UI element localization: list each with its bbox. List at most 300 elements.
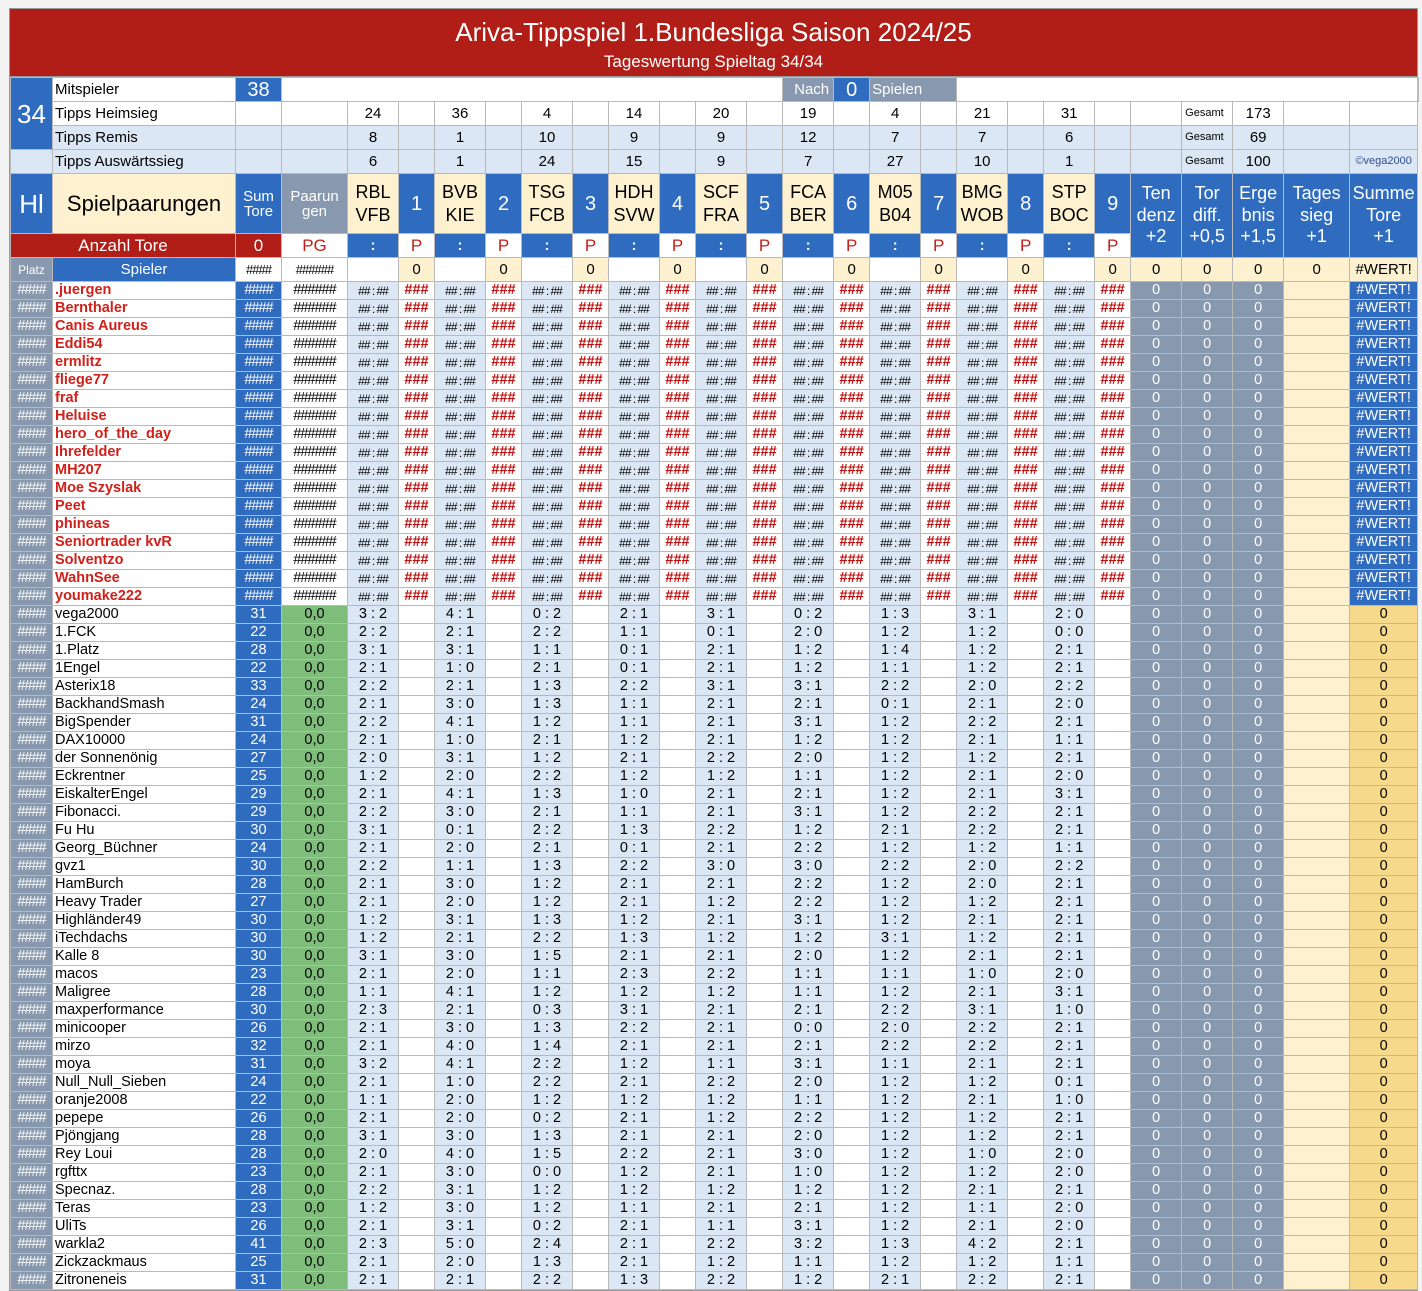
tip-cell[interactable]: 2 : 1 bbox=[609, 1254, 660, 1272]
ergebnis-cell[interactable]: 0 bbox=[1233, 1056, 1284, 1074]
sum-cell[interactable]: 22 bbox=[236, 624, 282, 642]
tip-cell[interactable]: ## : ## bbox=[1044, 300, 1095, 318]
tip-cell[interactable]: ## : ## bbox=[696, 426, 747, 444]
tendenz-cell[interactable]: 0 bbox=[1131, 1110, 1182, 1128]
match-number[interactable]: 8 bbox=[1008, 174, 1044, 234]
p-cell[interactable] bbox=[1008, 1128, 1044, 1146]
p-cell[interactable]: ### bbox=[921, 408, 957, 426]
platz-cell[interactable]: #### bbox=[11, 606, 53, 624]
tip-cell[interactable]: 2 : 1 bbox=[348, 1020, 399, 1038]
p-cell[interactable] bbox=[660, 1128, 696, 1146]
platz-cell[interactable]: #### bbox=[11, 570, 53, 588]
ergebnis-cell[interactable]: 0 bbox=[1233, 390, 1284, 408]
pg-cell[interactable]: 0,0 bbox=[282, 1218, 348, 1236]
tip-cell[interactable]: ## : ## bbox=[696, 534, 747, 552]
tipps-count[interactable]: 1 bbox=[1044, 150, 1095, 174]
player-name[interactable]: phineas bbox=[53, 516, 236, 534]
tip-cell[interactable]: ## : ## bbox=[348, 336, 399, 354]
tip-cell[interactable]: 1 : 4 bbox=[870, 642, 921, 660]
tip-cell[interactable]: 3 : 2 bbox=[348, 606, 399, 624]
tip-cell[interactable]: 2 : 1 bbox=[957, 732, 1008, 750]
p-cell[interactable]: ### bbox=[1008, 570, 1044, 588]
tagessieg-cell[interactable] bbox=[1284, 1038, 1350, 1056]
tip-cell[interactable]: 2 : 2 bbox=[696, 822, 747, 840]
tagessieg-cell[interactable] bbox=[1284, 1182, 1350, 1200]
p-cell[interactable] bbox=[660, 1020, 696, 1038]
p-cell[interactable]: ### bbox=[573, 570, 609, 588]
tip-cell[interactable]: ## : ## bbox=[783, 570, 834, 588]
p-cell[interactable] bbox=[921, 1218, 957, 1236]
tendenz-cell[interactable]: 0 bbox=[1131, 912, 1182, 930]
tip-cell[interactable]: ## : ## bbox=[435, 444, 486, 462]
p-cell[interactable] bbox=[573, 948, 609, 966]
tordiff-cell[interactable]: 0 bbox=[1182, 444, 1233, 462]
sum-cell[interactable]: #### bbox=[236, 390, 282, 408]
platz-cell[interactable]: #### bbox=[11, 1146, 53, 1164]
summe-cell[interactable]: 0 bbox=[1350, 1164, 1418, 1182]
tendenz-cell[interactable]: 0 bbox=[1131, 642, 1182, 660]
tendenz-cell[interactable]: 0 bbox=[1131, 408, 1182, 426]
p-cell[interactable] bbox=[573, 1200, 609, 1218]
summe-cell[interactable]: 0 bbox=[1350, 660, 1418, 678]
ergebnis-cell[interactable]: 0 bbox=[1233, 768, 1284, 786]
p-cell[interactable] bbox=[921, 876, 957, 894]
p-cell[interactable] bbox=[486, 1182, 522, 1200]
tip-cell[interactable]: ## : ## bbox=[783, 390, 834, 408]
p-cell[interactable]: ### bbox=[834, 390, 870, 408]
p-cell[interactable] bbox=[921, 1128, 957, 1146]
p-cell[interactable]: ### bbox=[1008, 354, 1044, 372]
p-cell[interactable] bbox=[399, 1236, 435, 1254]
p-cell[interactable]: ### bbox=[486, 372, 522, 390]
p-cell[interactable] bbox=[399, 984, 435, 1002]
pg-cell[interactable]: 0,0 bbox=[282, 1254, 348, 1272]
tip-cell[interactable]: ## : ## bbox=[348, 534, 399, 552]
tip-cell[interactable]: 1 : 2 bbox=[870, 786, 921, 804]
p-cell[interactable]: ### bbox=[399, 588, 435, 606]
tagessieg-cell[interactable] bbox=[1284, 1236, 1350, 1254]
pg-cell[interactable]: 0,0 bbox=[282, 1056, 348, 1074]
tip-cell[interactable]: 0 : 0 bbox=[783, 1020, 834, 1038]
tordiff-cell[interactable]: 0 bbox=[1182, 462, 1233, 480]
pg-cell[interactable]: 0,0 bbox=[282, 858, 348, 876]
platz-cell[interactable]: #### bbox=[11, 480, 53, 498]
summe-cell[interactable]: 0 bbox=[1350, 1272, 1418, 1290]
p-cell[interactable] bbox=[573, 624, 609, 642]
p-cell[interactable] bbox=[921, 1092, 957, 1110]
tip-cell[interactable]: 1 : 2 bbox=[870, 804, 921, 822]
tip-cell[interactable]: 3 : 1 bbox=[870, 930, 921, 948]
p-cell[interactable] bbox=[399, 624, 435, 642]
p-cell[interactable] bbox=[1095, 876, 1131, 894]
ergebnis-cell[interactable]: 0 bbox=[1233, 444, 1284, 462]
tagessieg-cell[interactable] bbox=[1284, 480, 1350, 498]
tip-cell[interactable]: 3 : 0 bbox=[435, 876, 486, 894]
tip-cell[interactable]: ## : ## bbox=[957, 408, 1008, 426]
p-cell[interactable]: ### bbox=[660, 534, 696, 552]
p-cell[interactable] bbox=[747, 1200, 783, 1218]
match-header[interactable] bbox=[609, 174, 660, 234]
p-cell[interactable]: ### bbox=[921, 552, 957, 570]
ergebnis-cell[interactable]: 0 bbox=[1233, 408, 1284, 426]
spielen-label[interactable]: Spielen bbox=[870, 78, 957, 102]
tip-cell[interactable]: 2 : 2 bbox=[348, 804, 399, 822]
summe-cell[interactable]: 0 bbox=[1350, 642, 1418, 660]
sum-cell[interactable]: #### bbox=[236, 444, 282, 462]
empty-cell[interactable] bbox=[834, 126, 870, 150]
tip-cell[interactable]: ## : ## bbox=[957, 498, 1008, 516]
tip-cell[interactable]: 2 : 1 bbox=[609, 1128, 660, 1146]
tip-cell[interactable]: ## : ## bbox=[870, 408, 921, 426]
player-name[interactable]: 1.FCK bbox=[53, 624, 236, 642]
empty-cell[interactable] bbox=[921, 150, 957, 174]
ergebnis-cell[interactable]: 0 bbox=[1233, 858, 1284, 876]
p-cell[interactable]: ### bbox=[747, 480, 783, 498]
p-cell[interactable] bbox=[834, 1110, 870, 1128]
tip-cell[interactable]: 2 : 2 bbox=[870, 1038, 921, 1056]
tip-cell[interactable]: 1 : 0 bbox=[783, 1164, 834, 1182]
sum-cell[interactable]: 24 bbox=[236, 1074, 282, 1092]
ergebnis-cell[interactable]: 0 bbox=[1233, 516, 1284, 534]
ergebnis-cell[interactable]: 0 bbox=[1233, 966, 1284, 984]
empty-cell[interactable] bbox=[747, 102, 783, 126]
tip-cell[interactable]: ## : ## bbox=[435, 282, 486, 300]
tip-cell[interactable]: 1 : 3 bbox=[522, 858, 573, 876]
platz-cell[interactable]: #### bbox=[11, 1164, 53, 1182]
date[interactable] bbox=[1418, 78, 1419, 102]
tip-cell[interactable]: 1 : 2 bbox=[957, 1128, 1008, 1146]
p-cell[interactable] bbox=[399, 1092, 435, 1110]
tip-cell[interactable]: ## : ## bbox=[1044, 354, 1095, 372]
tip-cell[interactable]: 2 : 3 bbox=[609, 966, 660, 984]
tip-cell[interactable]: 2 : 1 bbox=[348, 1254, 399, 1272]
p-cell[interactable]: ### bbox=[573, 462, 609, 480]
tipps-count[interactable]: 15 bbox=[609, 150, 660, 174]
tagessieg-cell[interactable] bbox=[1284, 894, 1350, 912]
tordiff-cell[interactable]: 0 bbox=[1182, 660, 1233, 678]
p-cell[interactable] bbox=[660, 660, 696, 678]
tip-cell[interactable]: 1 : 0 bbox=[957, 1146, 1008, 1164]
spielpaarungen-label[interactable]: Spielpaarungen bbox=[53, 174, 236, 234]
tip-cell[interactable]: ## : ## bbox=[696, 498, 747, 516]
tip-cell[interactable]: 1 : 2 bbox=[696, 930, 747, 948]
sum-cell[interactable]: 23 bbox=[236, 966, 282, 984]
p-total[interactable]: 0 bbox=[486, 258, 522, 282]
tip-cell[interactable]: ## : ## bbox=[783, 318, 834, 336]
match-header[interactable] bbox=[522, 174, 573, 234]
tip-cell[interactable]: 1 : 1 bbox=[609, 696, 660, 714]
tip-cell[interactable]: 5 : 0 bbox=[435, 1236, 486, 1254]
tip-cell[interactable]: ## : ## bbox=[696, 336, 747, 354]
ergebnis-cell[interactable]: 0 bbox=[1233, 1092, 1284, 1110]
tip-cell[interactable]: 2 : 1 bbox=[696, 714, 747, 732]
tendenz-cell[interactable]: 0 bbox=[1131, 570, 1182, 588]
empty-cell[interactable] bbox=[1284, 150, 1350, 174]
summe-cell[interactable]: 0 bbox=[1350, 1200, 1418, 1218]
player-name[interactable]: Maligree bbox=[53, 984, 236, 1002]
player-name[interactable]: Zickzackmaus bbox=[53, 1254, 236, 1272]
tip-cell[interactable]: 1 : 1 bbox=[348, 984, 399, 1002]
pg-cell[interactable]: ###### bbox=[282, 372, 348, 390]
p-cell[interactable]: ### bbox=[573, 408, 609, 426]
tip-cell[interactable]: ## : ## bbox=[696, 444, 747, 462]
tip-cell[interactable]: ## : ## bbox=[870, 390, 921, 408]
tip-cell[interactable]: 2 : 0 bbox=[435, 1092, 486, 1110]
p-cell[interactable]: ### bbox=[399, 300, 435, 318]
sum-header-hash[interactable]: #### bbox=[236, 258, 282, 282]
p-cell[interactable]: ### bbox=[573, 354, 609, 372]
p-cell[interactable] bbox=[399, 1182, 435, 1200]
tip-cell[interactable]: 1 : 2 bbox=[870, 1146, 921, 1164]
p-cell[interactable] bbox=[399, 714, 435, 732]
ergebnis-cell[interactable]: 0 bbox=[1233, 1002, 1284, 1020]
match-number[interactable]: 5 bbox=[747, 174, 783, 234]
tordiff-cell[interactable]: 0 bbox=[1182, 966, 1233, 984]
tip-cell[interactable]: 1 : 3 bbox=[522, 1128, 573, 1146]
tordiff-cell[interactable]: 0 bbox=[1182, 1254, 1233, 1272]
player-name[interactable]: Highländer49 bbox=[53, 912, 236, 930]
tip-cell[interactable]: 2 : 2 bbox=[348, 624, 399, 642]
match-number[interactable]: 6 bbox=[834, 174, 870, 234]
summe-cell[interactable]: 0 bbox=[1350, 984, 1418, 1002]
tip-cell[interactable]: 1 : 2 bbox=[870, 768, 921, 786]
tendenz-cell[interactable]: 0 bbox=[1131, 1218, 1182, 1236]
p-cell[interactable]: ### bbox=[1095, 408, 1131, 426]
pg-cell[interactable]: 0,0 bbox=[282, 1164, 348, 1182]
p-cell[interactable] bbox=[573, 966, 609, 984]
sum-cell[interactable]: #### bbox=[236, 408, 282, 426]
p-cell[interactable] bbox=[573, 858, 609, 876]
tip-cell[interactable]: ## : ## bbox=[870, 462, 921, 480]
tip-cell[interactable]: ## : ## bbox=[957, 570, 1008, 588]
tip-cell[interactable]: 3 : 1 bbox=[783, 714, 834, 732]
tip-cell[interactable]: ## : ## bbox=[696, 372, 747, 390]
tip-cell[interactable]: 1 : 2 bbox=[522, 750, 573, 768]
tip-cell[interactable]: ## : ## bbox=[870, 588, 921, 606]
tip-cell[interactable]: ## : ## bbox=[609, 552, 660, 570]
p-cell[interactable] bbox=[921, 1056, 957, 1074]
p-cell[interactable] bbox=[573, 678, 609, 696]
p-cell[interactable] bbox=[1095, 804, 1131, 822]
p-cell[interactable] bbox=[486, 1002, 522, 1020]
tip-cell[interactable]: 2 : 4 bbox=[522, 1236, 573, 1254]
p-cell[interactable] bbox=[747, 642, 783, 660]
tipps-count[interactable]: 10 bbox=[957, 150, 1008, 174]
p-cell[interactable] bbox=[573, 606, 609, 624]
tip-cell[interactable]: ## : ## bbox=[609, 300, 660, 318]
tip-cell[interactable]: ## : ## bbox=[783, 588, 834, 606]
summe-cell[interactable]: 0 bbox=[1350, 1020, 1418, 1038]
sum-cell[interactable]: 25 bbox=[236, 768, 282, 786]
pg-cell[interactable]: 0,0 bbox=[282, 984, 348, 1002]
p-cell[interactable]: ### bbox=[486, 336, 522, 354]
summe-cell[interactable]: 0 bbox=[1350, 894, 1418, 912]
tip-cell[interactable]: 3 : 1 bbox=[783, 678, 834, 696]
p-cell[interactable] bbox=[399, 948, 435, 966]
tip-cell[interactable]: 1 : 2 bbox=[957, 894, 1008, 912]
tip-cell[interactable]: 2 : 1 bbox=[1044, 1236, 1095, 1254]
tordiff-cell[interactable]: 0 bbox=[1182, 1218, 1233, 1236]
player-name[interactable]: MH207 bbox=[53, 462, 236, 480]
tip-cell[interactable]: ## : ## bbox=[435, 516, 486, 534]
tip-cell[interactable]: 4 : 0 bbox=[435, 1146, 486, 1164]
p-label[interactable]: P bbox=[834, 234, 870, 258]
p-cell[interactable] bbox=[834, 624, 870, 642]
empty-cell[interactable] bbox=[609, 258, 660, 282]
sum-cell[interactable]: 30 bbox=[236, 930, 282, 948]
match-number[interactable]: 3 bbox=[573, 174, 609, 234]
tip-cell[interactable]: 1 : 1 bbox=[522, 642, 573, 660]
p-cell[interactable]: ### bbox=[1008, 426, 1044, 444]
pg-cell[interactable]: ###### bbox=[282, 336, 348, 354]
result-input[interactable]: : bbox=[522, 234, 573, 258]
p-cell[interactable] bbox=[660, 732, 696, 750]
p-cell[interactable] bbox=[1008, 678, 1044, 696]
p-cell[interactable]: ### bbox=[399, 408, 435, 426]
p-cell[interactable] bbox=[573, 1218, 609, 1236]
tipps-count[interactable]: 12 bbox=[783, 126, 834, 150]
tip-cell[interactable]: 1 : 1 bbox=[348, 1092, 399, 1110]
p-cell[interactable] bbox=[1095, 1272, 1131, 1290]
tendenz-cell[interactable]: 0 bbox=[1131, 318, 1182, 336]
p-cell[interactable]: ### bbox=[660, 408, 696, 426]
p-cell[interactable]: ### bbox=[921, 354, 957, 372]
tip-cell[interactable]: 2 : 1 bbox=[957, 984, 1008, 1002]
tip-cell[interactable]: 3 : 1 bbox=[957, 1002, 1008, 1020]
tip-cell[interactable]: 1 : 1 bbox=[870, 966, 921, 984]
empty-cell[interactable] bbox=[399, 126, 435, 150]
ergebnis-cell[interactable]: 0 bbox=[1233, 714, 1284, 732]
p-cell[interactable]: ### bbox=[573, 516, 609, 534]
p-cell[interactable] bbox=[399, 804, 435, 822]
p-cell[interactable] bbox=[486, 912, 522, 930]
tip-cell[interactable]: 1 : 2 bbox=[870, 948, 921, 966]
tip-cell[interactable]: 1 : 2 bbox=[957, 1110, 1008, 1128]
p-cell[interactable] bbox=[399, 822, 435, 840]
tip-cell[interactable]: 1 : 2 bbox=[783, 660, 834, 678]
tip-cell[interactable]: 2 : 2 bbox=[783, 876, 834, 894]
p-cell[interactable] bbox=[921, 1038, 957, 1056]
p-cell[interactable] bbox=[399, 894, 435, 912]
tordiff-cell[interactable]: 0 bbox=[1182, 804, 1233, 822]
player-name[interactable]: fliege77 bbox=[53, 372, 236, 390]
ergebnis-cell[interactable]: 0 bbox=[1233, 300, 1284, 318]
ergebnis-cell[interactable]: 0 bbox=[1233, 1218, 1284, 1236]
p-cell[interactable] bbox=[1008, 768, 1044, 786]
empty-cell[interactable] bbox=[1284, 126, 1350, 150]
platz-cell[interactable]: #### bbox=[11, 462, 53, 480]
platz-cell[interactable]: #### bbox=[11, 336, 53, 354]
p-cell[interactable]: ### bbox=[1008, 336, 1044, 354]
p-cell[interactable] bbox=[1095, 714, 1131, 732]
tagessieg-cell[interactable] bbox=[1284, 606, 1350, 624]
tip-cell[interactable]: ## : ## bbox=[522, 588, 573, 606]
platz-cell[interactable]: #### bbox=[11, 318, 53, 336]
tip-cell[interactable]: 2 : 1 bbox=[696, 1020, 747, 1038]
p-cell[interactable] bbox=[399, 696, 435, 714]
p-cell[interactable] bbox=[1095, 858, 1131, 876]
tip-cell[interactable]: ## : ## bbox=[522, 426, 573, 444]
pg-cell[interactable]: ###### bbox=[282, 300, 348, 318]
p-cell[interactable] bbox=[573, 1146, 609, 1164]
p-cell[interactable] bbox=[399, 750, 435, 768]
tip-cell[interactable]: 3 : 0 bbox=[435, 1164, 486, 1182]
tip-cell[interactable]: ## : ## bbox=[870, 516, 921, 534]
tip-cell[interactable]: 2 : 0 bbox=[1044, 966, 1095, 984]
p-cell[interactable]: ### bbox=[399, 318, 435, 336]
tip-cell[interactable]: ## : ## bbox=[696, 588, 747, 606]
tip-cell[interactable]: 1 : 2 bbox=[609, 984, 660, 1002]
p-cell[interactable]: ### bbox=[1008, 390, 1044, 408]
p-cell[interactable]: ### bbox=[486, 462, 522, 480]
tipps-count[interactable]: 7 bbox=[783, 150, 834, 174]
p-cell[interactable]: ### bbox=[486, 516, 522, 534]
tip-cell[interactable]: 2 : 1 bbox=[957, 948, 1008, 966]
pg-cell[interactable]: ###### bbox=[282, 552, 348, 570]
tip-cell[interactable]: 2 : 0 bbox=[435, 1110, 486, 1128]
p-cell[interactable] bbox=[399, 1038, 435, 1056]
pg-cell[interactable]: 0,0 bbox=[282, 840, 348, 858]
p-cell[interactable]: ### bbox=[399, 498, 435, 516]
ergebnis-cell[interactable]: 0 bbox=[1233, 534, 1284, 552]
tendenz-cell[interactable]: 0 bbox=[1131, 498, 1182, 516]
p-cell[interactable] bbox=[1095, 1002, 1131, 1020]
tip-cell[interactable]: 1 : 2 bbox=[696, 894, 747, 912]
tip-cell[interactable]: 2 : 2 bbox=[522, 1074, 573, 1092]
pg-cell[interactable]: 0,0 bbox=[282, 678, 348, 696]
pg-cell[interactable]: 0,0 bbox=[282, 1182, 348, 1200]
p-cell[interactable] bbox=[1095, 1038, 1131, 1056]
tip-cell[interactable]: 2 : 1 bbox=[435, 678, 486, 696]
sum-cell[interactable]: 32 bbox=[236, 1038, 282, 1056]
p-cell[interactable] bbox=[486, 1146, 522, 1164]
p-cell[interactable] bbox=[747, 804, 783, 822]
summe-cell[interactable]: 0 bbox=[1350, 1128, 1418, 1146]
p-cell[interactable]: ### bbox=[573, 588, 609, 606]
pg-cell[interactable]: 0,0 bbox=[282, 696, 348, 714]
tendenz-cell[interactable]: 0 bbox=[1131, 1020, 1182, 1038]
tordiff-cell[interactable]: 0 bbox=[1182, 768, 1233, 786]
pg-cell[interactable]: 0,0 bbox=[282, 1038, 348, 1056]
tip-cell[interactable]: 1 : 2 bbox=[957, 930, 1008, 948]
p-cell[interactable] bbox=[921, 606, 957, 624]
p-cell[interactable]: ### bbox=[921, 426, 957, 444]
tip-cell[interactable]: 1 : 2 bbox=[696, 1254, 747, 1272]
p-cell[interactable] bbox=[486, 840, 522, 858]
tip-cell[interactable]: 2 : 1 bbox=[1044, 1020, 1095, 1038]
tip-cell[interactable]: ## : ## bbox=[696, 300, 747, 318]
sum-cell[interactable]: 30 bbox=[236, 822, 282, 840]
p-cell[interactable]: ### bbox=[399, 462, 435, 480]
tip-cell[interactable]: 0 : 2 bbox=[522, 1218, 573, 1236]
p-cell[interactable]: ### bbox=[921, 498, 957, 516]
p-total[interactable]: 0 bbox=[834, 258, 870, 282]
p-cell[interactable]: ### bbox=[834, 300, 870, 318]
empty-cell[interactable] bbox=[1008, 102, 1044, 126]
tip-cell[interactable]: ## : ## bbox=[609, 282, 660, 300]
p-cell[interactable] bbox=[1008, 660, 1044, 678]
tordiff-cell[interactable]: 0 bbox=[1182, 678, 1233, 696]
player-name[interactable]: DAX10000 bbox=[53, 732, 236, 750]
empty-cell[interactable] bbox=[921, 102, 957, 126]
tipps-count[interactable]: 1 bbox=[435, 150, 486, 174]
p-cell[interactable] bbox=[747, 606, 783, 624]
tip-cell[interactable]: 2 : 2 bbox=[522, 930, 573, 948]
tip-cell[interactable]: 1 : 0 bbox=[957, 966, 1008, 984]
tip-cell[interactable]: 1 : 2 bbox=[783, 642, 834, 660]
tip-cell[interactable]: 2 : 1 bbox=[348, 732, 399, 750]
summe-cell[interactable]: 0 bbox=[1350, 930, 1418, 948]
